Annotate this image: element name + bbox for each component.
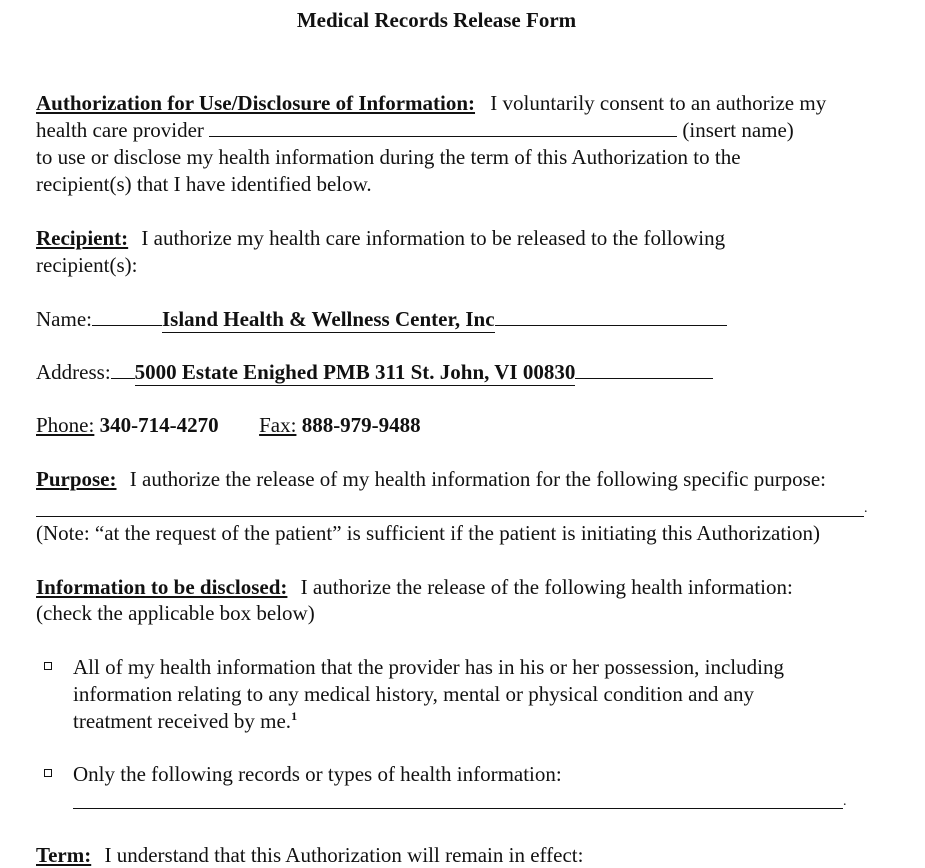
phone-label: Phone: xyxy=(36,413,95,437)
purpose-line-1 xyxy=(36,466,826,492)
address-label: Address: xyxy=(36,360,111,384)
information-text-1: I authorize the release of the following health information: xyxy=(300,575,793,599)
purpose-text-1: I authorize the release of my health information for the following specific purpose: xyxy=(129,467,827,491)
all-information-checkbox[interactable] xyxy=(44,662,52,670)
address-lead-blank xyxy=(111,360,135,379)
name-trail-blank xyxy=(495,307,727,326)
specific-records-checkbox[interactable] xyxy=(44,769,52,777)
recipient-line-2: recipient(s): xyxy=(36,253,138,277)
information-line-2: (check the applicable box below) xyxy=(36,601,315,625)
authorization-line-2 xyxy=(36,117,794,143)
option1-line-2: information relating to any medical history, mental or physical condition and any xyxy=(73,682,754,706)
authorization-line-3: to use or disclose my health information during the term of this Authorization to the xyxy=(36,145,741,169)
recipient-line-1 xyxy=(36,225,725,251)
purpose-period: . xyxy=(864,501,868,516)
option1-text-3: treatment received by me. xyxy=(73,709,292,733)
term-line-1 xyxy=(36,842,583,868)
name-lead-blank xyxy=(92,307,162,326)
records-period: . xyxy=(843,794,847,809)
term-text-1: I understand that this Authorization will remain in effect: xyxy=(104,843,584,867)
authorization-line-4: recipient(s) that I have identified below. xyxy=(36,172,372,196)
footnote-marker: 1 xyxy=(291,709,298,723)
recipient-address-value[interactable]: 5000 Estate Enighed PMB 311 St. John, VI 00830 xyxy=(134,360,576,384)
option1-line-1: All of my health information that the provider has in his or her possession, including xyxy=(73,655,784,679)
insert-name-hint: (insert name) xyxy=(682,118,794,142)
recipient-address-row xyxy=(36,359,713,385)
address-trail-blank xyxy=(575,360,713,379)
provider-name-field[interactable] xyxy=(209,118,677,137)
purpose-note: (Note: “at the request of the patient” is sufficient if the patient is initiating this Authorization) xyxy=(36,521,820,545)
purpose-blank-field[interactable] xyxy=(36,516,864,517)
term-heading: Term: xyxy=(36,843,92,867)
authorization-line-1 xyxy=(36,90,826,116)
specific-records-field[interactable] xyxy=(73,808,843,809)
fax-label: Fax: xyxy=(259,413,297,437)
purpose-heading: Purpose: xyxy=(36,467,117,491)
authorization-text-1: I voluntarily consent to an authorize my xyxy=(490,91,827,115)
option1-line-3 xyxy=(73,708,297,734)
information-heading: Information to be disclosed: xyxy=(36,575,288,599)
recipient-contact-row xyxy=(36,412,421,438)
recipient-text-1: I authorize my health care information to be released to the following xyxy=(141,226,726,250)
provider-label: health care provider xyxy=(36,118,204,142)
recipient-heading: Recipient: xyxy=(36,226,129,250)
option2-line-1: Only the following records or types of health information: xyxy=(73,762,562,786)
name-label: Name: xyxy=(36,307,92,331)
fax-value[interactable]: 888-979-9488 xyxy=(301,413,421,437)
recipient-name-value[interactable]: Island Health & Wellness Center, Inc xyxy=(161,307,495,331)
authorization-heading: Authorization for Use/Disclosure of Information: xyxy=(36,91,476,115)
information-line-1 xyxy=(36,574,793,600)
phone-value[interactable]: 340-714-4270 xyxy=(99,413,219,437)
form-title: Medical Records Release Form xyxy=(296,8,577,32)
recipient-name-row xyxy=(36,306,727,332)
